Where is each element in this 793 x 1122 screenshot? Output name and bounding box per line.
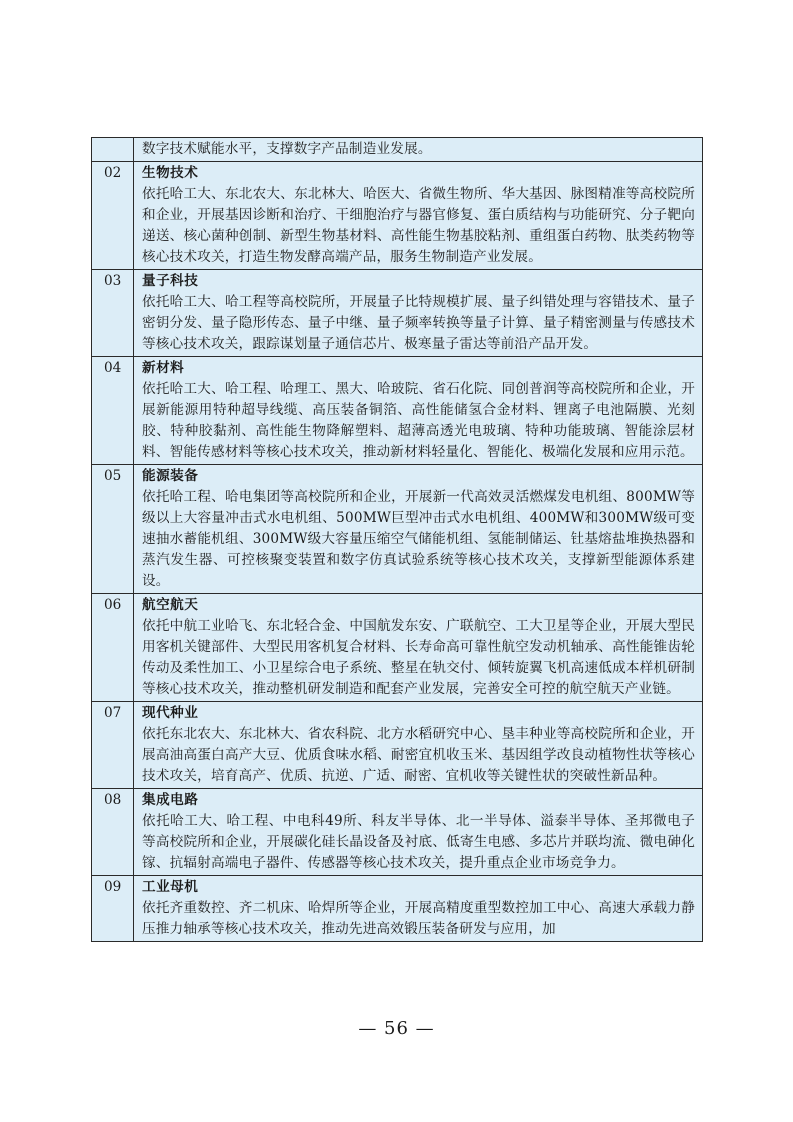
field-name: 集成电路 [142,792,199,808]
field-description: 依托东北农大、东北林大、省农科院、北方水稻研究中心、垦丰种业等高校院所和企业，开展高油高蛋白高产大豆、优质食味水稻、耐密宜机收玉米、基因组学改良动植物性状等核心技术攻关，培育高产、优质、抗逆、广适、耐密、宜机收等关键性状的突破性新品种。 [142,726,695,784]
field-name: 新材料 [142,360,185,376]
row-content [134,702,703,789]
field-name: 工业母机 [142,879,199,895]
row-content [134,789,703,876]
field-name: 生物技术 [142,165,199,181]
row-number: 03 [92,270,134,357]
table-row [92,270,703,357]
row-number-cell [92,138,134,162]
field-name: 现代种业 [142,705,199,721]
field-name: 量子科技 [142,273,199,289]
table-row [92,465,703,594]
row-content [134,594,703,702]
field-name: 能源装备 [142,468,199,484]
field-name: 航空航天 [142,597,199,613]
table-row [92,138,703,162]
row-number: 07 [92,702,134,789]
row-number: 02 [92,162,134,270]
row-content [134,357,703,465]
table-row [92,357,703,465]
row-number: 06 [92,594,134,702]
field-description: 依托哈工大、哈工程、哈理工、黑大、哈玻院、省石化院、同创普润等高校院所和企业，开展新能源用特种超导线缆、高压装备铜箔、高性能储氢合金材料、锂离子电池隔膜、光刻胶、特种胶黏剂、高性能生物降解塑料、超薄高透光电玻璃、特种功能玻璃、智能涂层材料、智能传感材料等核心技术攻关，推动新材料轻量化、智能化、极端化发展和应用示范。 [142,381,695,460]
page-number: — 56 — [358,1018,435,1039]
continuation-text: 数字技术赋能水平，支撑数字产品制造业发展。 [134,138,703,162]
row-content [134,270,703,357]
row-content [134,876,703,942]
field-description: 依托哈工大、哈工程、中电科49所、科友半导体、北一半导体、溢泰半导体、圣邦微电子等高校院所和企业，开展碳化硅长晶设备及衬底、低寄生电感、多芯片并联均流、微电砷化镓、抗辐射高端电子器件、传感器等核心技术攻关，提升重点企业市场竞争力。 [142,813,695,871]
table-row [92,594,703,702]
row-content [134,162,703,270]
field-description: 依托哈工程、哈电集团等高校院所和企业，开展新一代高效灵活燃煤发电机组、800MW等级以上大容量冲击式水电机组、500MW巨型冲击式水电机组、400MW和300MW级可变速抽水蓄能机组、300MW级大容量压缩空气储能机组、氢能制储运、钍基熔盐堆换热器和蒸汽发生器、可控核聚变装置和数字仿真试验系统等核心技术攻关，支撑新型能源体系建设。 [142,489,695,589]
industry-tech-table [91,137,703,942]
row-number: 08 [92,789,134,876]
table-row [92,876,703,942]
field-description: 依托齐重数控、齐二机床、哈焊所等企业，开展高精度重型数控加工中心、高速大承载力静压推力轴承等核心技术攻关，推动先进高效锻压装备研发与应用，加 [142,900,695,937]
row-content [134,465,703,594]
row-number: 05 [92,465,134,594]
table-row [92,702,703,789]
table-row [92,162,703,270]
field-description: 依托哈工大、哈工程等高校院所，开展量子比特规模扩展、量子纠错处理与容错技术、量子密钥分发、量子隐形传态、量子中继、量子频率转换等量子计算、量子精密测量与传感技术等核心技术攻关，跟踪谋划量子通信芯片、极寒量子雷达等前沿产品开发。 [142,294,695,352]
field-description: 依托中航工业哈飞、东北轻合金、中国航发东安、广联航空、工大卫星等企业，开展大型民用客机关键部件、大型民用客机复合材料、长寿命高可靠性航空发动机轴承、高性能锥齿轮传动及柔性加工、小卫星综合电子系统、整星在轨交付、倾转旋翼飞机高速低成本样机研制等核心技术攻关，推动整机研发制造和配套产业发展，完善安全可控的航空航天产业链。 [142,618,695,697]
field-description: 依托哈工大、东北农大、东北林大、哈医大、省微生物所、华大基因、脉图精准等高校院所和企业，开展基因诊断和治疗、干细胞治疗与器官修复、蛋白质结构与功能研究、分子靶向递送、核心菌种创制、新型生物基材料、高性能生物基胶粘剂、重组蛋白药物、肽类药物等核心技术攻关，打造生物发酵高端产品，服务生物制造产业发展。 [142,186,695,265]
row-number: 04 [92,357,134,465]
row-number: 09 [92,876,134,942]
table-row [92,789,703,876]
